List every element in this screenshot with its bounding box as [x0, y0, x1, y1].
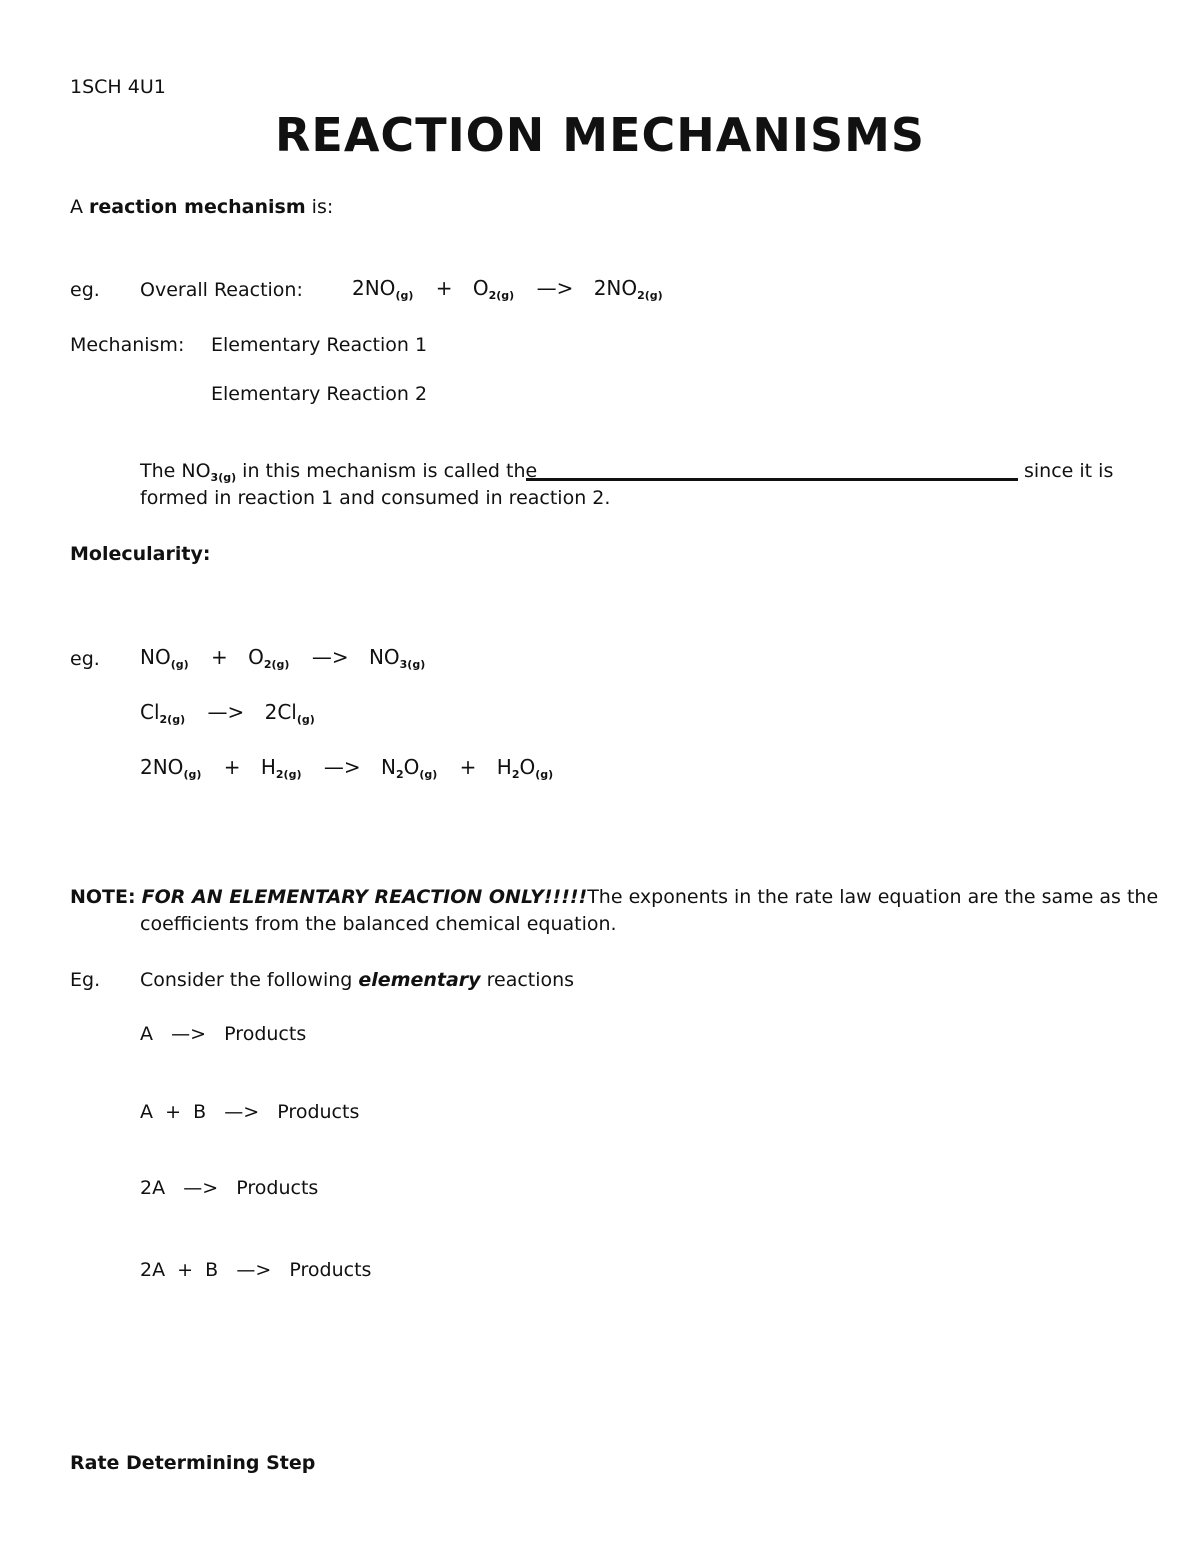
note-label: NOTE:: [70, 886, 136, 908]
fill-in-blank-line[interactable]: [526, 478, 1018, 481]
elementary-step-2: Elementary Reaction 2: [211, 383, 428, 405]
eg-label: eg.: [70, 279, 100, 301]
overall-reaction-label: Overall Reaction:: [140, 279, 303, 301]
overall-equation: $2NO_{(g)} + O_{2(g)}$ —> $2NO_{2(g)}$: [352, 276, 663, 302]
course-code: 1SCH 4U1: [70, 76, 166, 98]
mechanism-label: Mechanism:: [70, 334, 185, 356]
elementary-reaction-3: 2A —> Products: [140, 1177, 319, 1199]
elementary-reaction-4: 2A + B —> Products: [140, 1259, 372, 1281]
elementary-step-1: Elementary Reaction 1: [211, 334, 428, 356]
molecularity-equation-2: $Cl_{2(g)}$ —> $2Cl_{(g)}$: [140, 700, 315, 726]
reactant-no: $2NO_{(g)}$: [352, 276, 414, 302]
molecularity-eg-label: eg.: [70, 648, 100, 670]
reactant-o2: $O_{2(g)}$: [472, 276, 515, 302]
note-text-line2: coefficients from the balanced chemical equation.: [140, 913, 617, 935]
product-no2: $2NO_{2(g)}$: [593, 276, 663, 302]
note-line: [70, 886, 1158, 909]
rate-determining-heading: Rate Determining Step: [70, 1452, 316, 1474]
definition-line: [70, 196, 333, 219]
intermediate-sentence: The $NO_{3(g)}$ in this mechanism is called the: [140, 460, 538, 484]
molecularity-equation-1: $NO_{(g)} + O_{2(g)}$ —> $NO_{3(g)}$: [140, 645, 426, 671]
intermediate-sentence-end: since it is: [1024, 460, 1114, 482]
definition-suffix: is:: [311, 196, 334, 218]
definition-prefix: A: [70, 196, 83, 218]
example2-intro: Consider the following elementary reactions: [140, 969, 575, 991]
definition-term: reaction mechanism: [89, 196, 306, 218]
elementary-reaction-1: A —> Products: [140, 1023, 307, 1045]
page-title: REACTION MECHANISMS: [274, 108, 926, 162]
note-emphasis: FOR AN ELEMENTARY REACTION ONLY!!!!!: [141, 886, 588, 908]
molecularity-heading: Molecularity:: [70, 543, 211, 565]
example2-label: Eg.: [70, 969, 101, 991]
molecularity-equation-3: $2NO_{(g)} + H_{2(g)}$ —> $N_2O_{(g)} + H_2O_{(g)}$: [140, 755, 554, 781]
elementary-reaction-2: A + B —> Products: [140, 1101, 360, 1123]
note-text: The exponents in the rate law equation are the same as the: [587, 886, 1159, 908]
intermediate-sentence-line2: formed in reaction 1 and consumed in reaction 2.: [140, 487, 611, 509]
